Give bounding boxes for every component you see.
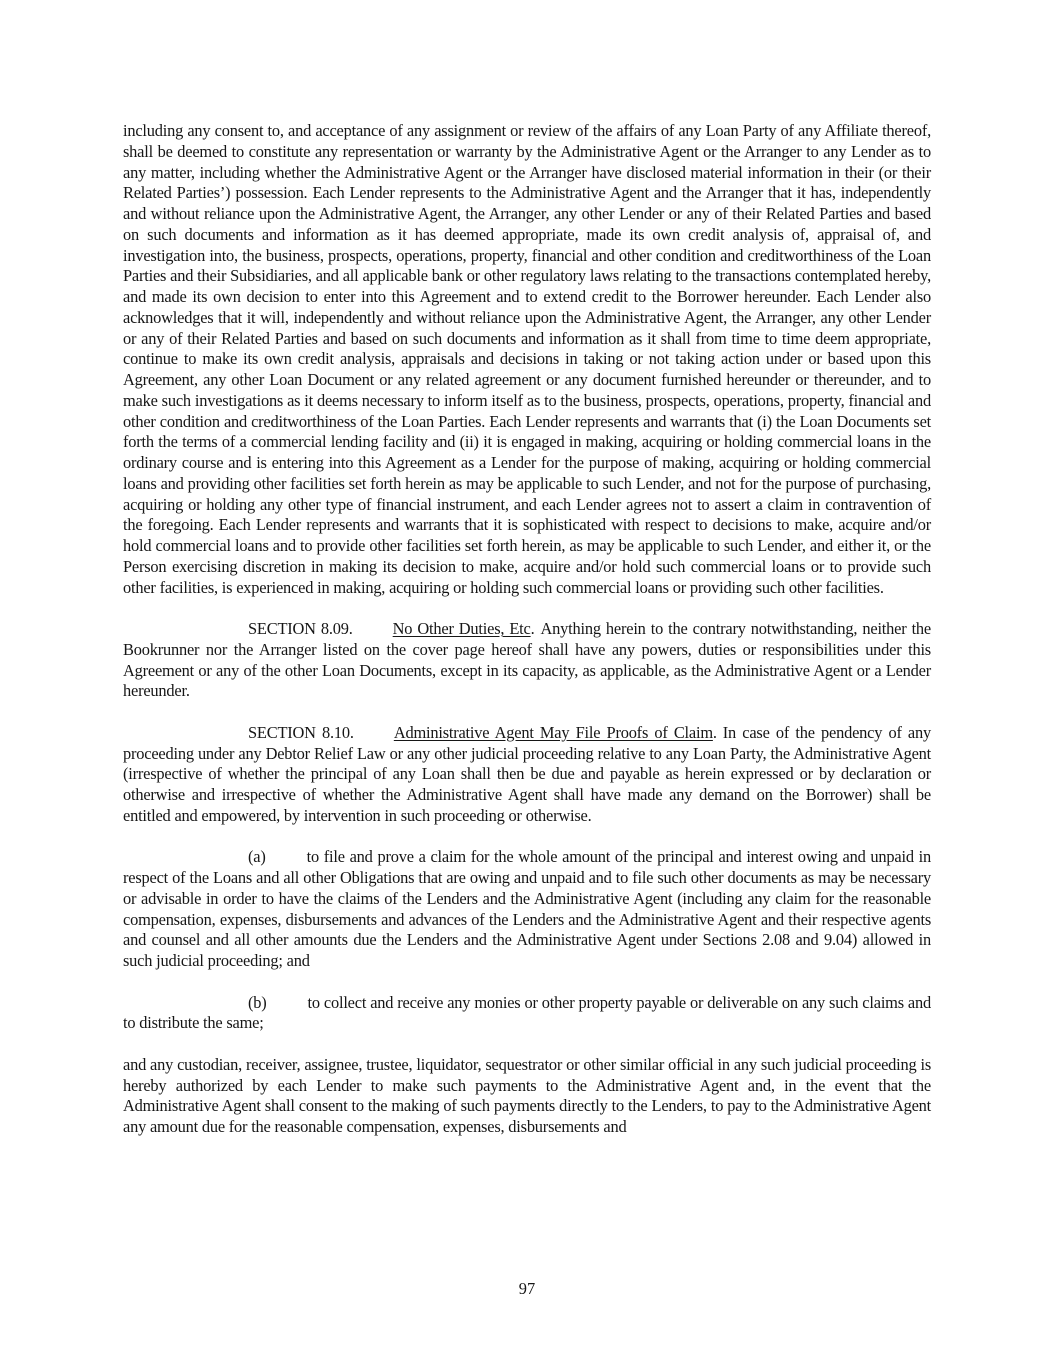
page-number: 97 [518,1279,536,1298]
section-8-10-paragraph [123,723,931,827]
section-8-10-text: In case of the pendency of any proceeding under any Debtor Relief Law or any other judicial proceeding relative to any Loan Party, the Administrative Agent (irrespective of whether the principal of any Loan shall then be due and payable as herein expressed or by declaration or otherwise and irrespective of whether the Administrative Agent shall have made any demand on the Borrower) shall be entitled and empowered, by intervention in such proceeding or otherwise. [123,722,931,825]
closing-paragraph: and any custodian, receiver, assignee, trustee, liquidator, sequestrator or other similar official in any such judicial proceeding is hereby authorized by each Lender to make such payments to the Administrative Agent and, in the event that the Administrative Agent shall consent to the making of such payments directly to the Lenders, to pay to the Administrative Agent any amount due for the reasonable compensation, expenses, disbursements and [123,1054,931,1136]
clause-a-paragraph [123,847,931,972]
section-8-10-label: SECTION 8.10. [248,722,354,742]
section-8-10-title: Administrative Agent May File Proofs of Claim [393,722,713,742]
section-8-09-paragraph [123,619,931,702]
clause-b-paragraph [123,993,931,1035]
clause-b-label: (b) [248,992,267,1012]
section-8-10-title-period: . [712,722,717,742]
section-8-09-label: SECTION 8.09. [248,619,353,638]
clause-a-text: to file and prove a claim for the whole amount of the principal and interest owing and unpaid in respect of the Loans and all other Obligations that are owing and unpaid and to file such other documents as may be necessary or advisable in order to have the claims of the Lenders and the Administrative Agent (including any claim for the reasonable compensation, expenses, disbursements and advances of the Lenders and the Administrative Agent and their respective agents and counsel and all other amounts due the Lenders and the Administrative Agent under Sections 2.08 and 9.04) allowed in such judicial proceeding; and [123,847,931,970]
paragraph-continuation: including any consent to, and acceptance of any assignment or review of the affairs of any Loan Party of any Affiliate thereof, shall be deemed to constitute any representation or warranty by the Administrative Agent or the Arranger to any Lender as to any matter, including whether the Administrative Agent or the Arranger have disclosed material information in their (or their Related Parties’) possession. Each Lender represents to the Administrative Agent and the Arranger that it has, independently and without reliance upon the Administrative Agent, the Arranger, any other Lender or any of their Related Parties and based on such documents and information as it has deemed appropriate, made its own credit analysis of, appraisal of, and investigation into, the business, prospects, operations, property, financial and other condition and creditworthiness of the Loan Parties and their Subsidiaries, and all applicable bank or other regulatory laws relating to the transactions contemplated hereby, and made its own decision to enter into this Agreement and to extend credit to the Borrower hereunder. Each Lender also acknowledges that it will, independently and without reliance upon the Administrative Agent, the Arranger, any other Lender or any of their Related Parties and based on such documents and information as it shall from time to time deem appropriate, continue to make its own credit analysis, appraisals and decisions in taking or not taking action under or based upon this Agreement, any other Loan Document or any related agreement or any document furnished hereunder or thereunder, and to make such investigations as it deems necessary to inform itself as to the business, prospects, operations, property, financial and other condition and creditworthiness of the Loan Parties. Each Lender represents and warrants that (i) the Loan Documents set forth the terms of a commercial lending facility and (ii) it is engaged in making, acquiring or holding commercial loans in the ordinary course and is entering into this Agreement as a Lender for the purpose of making, acquiring or holding commercial loans and providing other facilities set forth herein as may be applicable to such Lender, and not for the purpose of purchasing, acquiring or holding any other type of financial instrument, and each Lender agrees not to assert a claim in contravention of the foregoing. Each Lender represents and warrants that it is sophisticated with respect to decisions to make, acquire and/or hold commercial loans and to provide other facilities set forth herein, as may be applicable to such Lender, and either it, or the Person exercising discretion in making its decision to make, acquire and/or hold such commercial loans or to provide such other facilities, is experienced in making, acquiring or holding such commercial loans or providing such other facilities. [123,121,931,597]
section-8-09-title: No Other Duties, Etc [392,619,531,638]
clause-a-label: (a) [248,847,266,867]
page-footer [123,1279,931,1300]
section-8-09-text: Anything herein to the contrary notwithstanding, neither the Bookrunner nor the Arranger listed on the cover page hereof shall have any powers, duties or responsibilities under this Agreement or any of the other Loan Documents, except in its capacity, as applicable, as the Administrative Agent or a Lender hereunder. [123,619,931,701]
section-8-09-title-period: . [530,619,535,638]
page-body [123,121,931,1159]
clause-b-text: to collect and receive any monies or other property payable or deliverable on any such claims and to distribute the same; [123,992,931,1033]
